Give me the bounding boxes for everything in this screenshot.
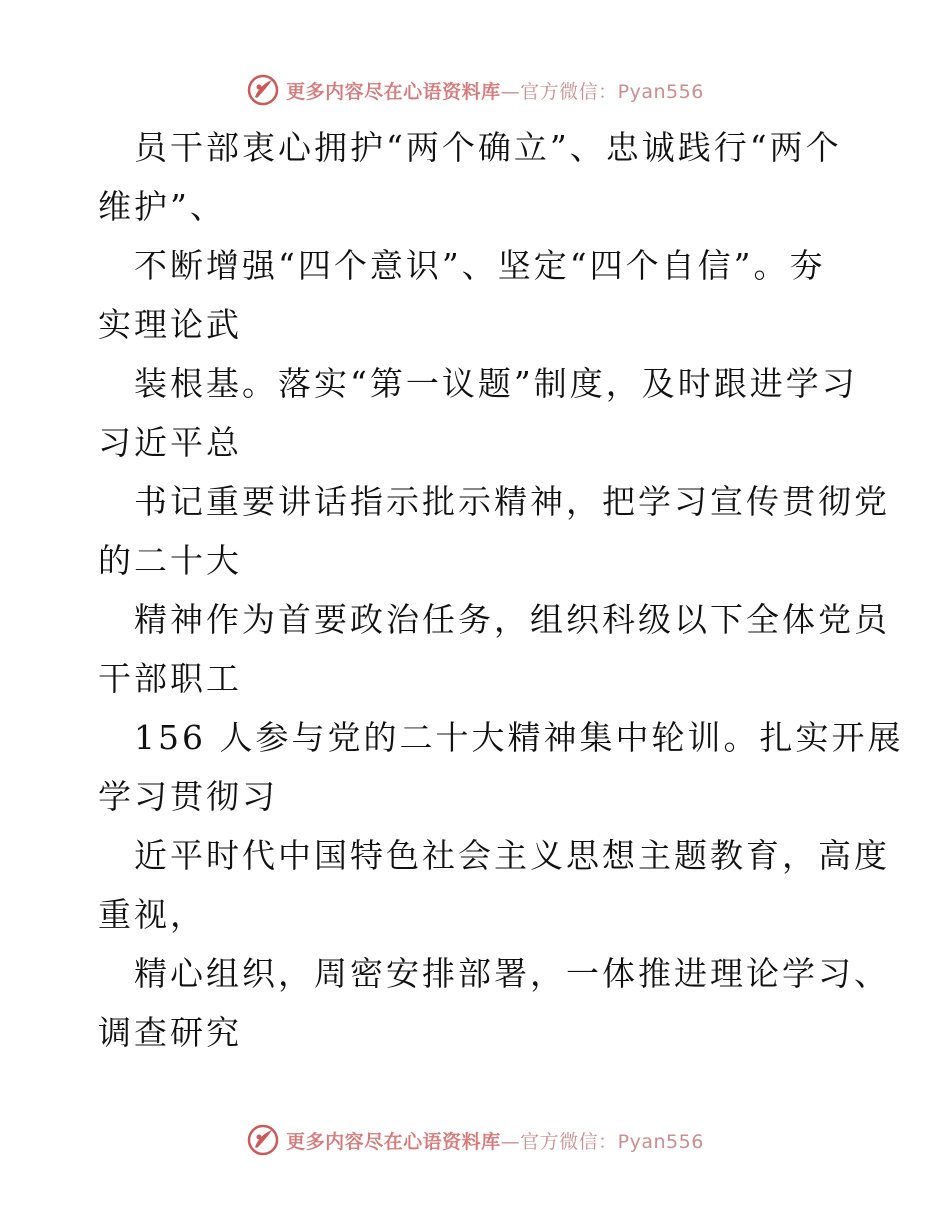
text-line: 装根基。落实“第一议题”制度，及时跟进学习 [134, 364, 858, 403]
text-line: 近平时代中国特色社会主义思想主题教育，高度 [134, 836, 890, 875]
watermark-brand: 更多内容尽在心语资料库 [286, 80, 501, 103]
text-line: 精神作为首要政治任务，组织科级以下全体党员 [134, 600, 890, 639]
text-line: 156 人参与党的二十大精神集中轮训。扎实开展 [134, 718, 904, 757]
text-line: 精心组织，周密安排部署，一体推进理论学习、 [134, 954, 890, 993]
text-line: 重视， [98, 895, 206, 934]
text-line: 的二十大 [98, 541, 242, 580]
text-line: 调查研究 [98, 1013, 242, 1052]
document-body [98, 118, 904, 1062]
watermark-contact: 官方微信：Pyan556 [520, 1130, 704, 1153]
watermark-brand: 更多内容尽在心语资料库 [286, 1130, 501, 1153]
watermark-text [286, 77, 704, 104]
footer-watermark [0, 1120, 950, 1160]
text-line: 干部职工 [98, 659, 242, 698]
text-line: 实理论武 [98, 305, 242, 344]
header-watermark [0, 70, 950, 110]
text-line: 习近平总 [98, 423, 242, 462]
text-line: 书记重要讲话指示批示精神，把学习宣传贯彻党 [134, 482, 890, 521]
brush-logo-icon [246, 73, 280, 107]
text-line: 学习贯彻习 [98, 777, 278, 816]
watermark-contact: 官方微信：Pyan556 [520, 80, 704, 103]
text-line: 不断增强“四个意识”、坚定“四个自信”。夯 [134, 246, 826, 285]
text-line: 维护”、 [98, 187, 226, 226]
watermark-text [286, 1127, 704, 1154]
brush-logo-icon [246, 1123, 280, 1157]
watermark-dash: — [500, 80, 521, 103]
watermark-dash: — [500, 1130, 521, 1153]
text-line: 员干部衷心拥护“两个确立”、忠诚践行“两个 [134, 128, 842, 167]
